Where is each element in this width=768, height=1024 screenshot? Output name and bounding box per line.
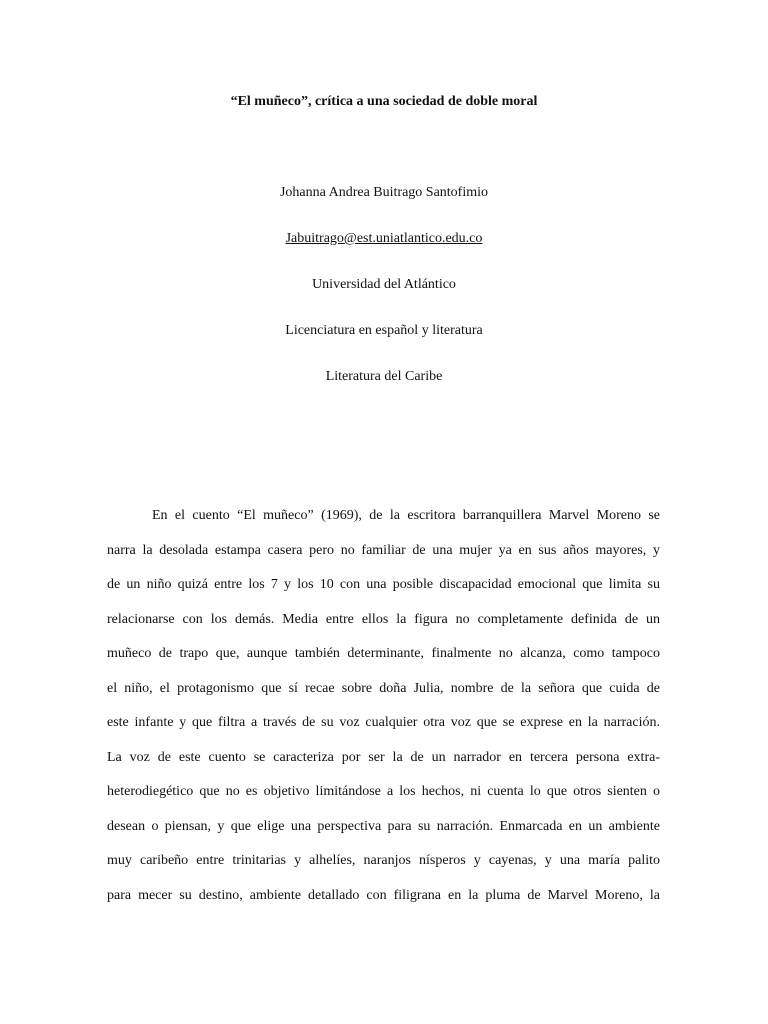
author-email-link[interactable]: Jabuitrago@est.uniatlantico.edu.co — [285, 231, 483, 246]
paragraph-line: narra la desolada estampa casera pero no familiar de una mujer ya en sus años mayores, y — [107, 542, 660, 558]
document-title: “El muñeco”, crítica a una sociedad de doble moral — [230, 94, 538, 109]
paragraph-line: relacionarse con los demás. Media entre ellos la figura no completamente definida de un — [107, 611, 660, 627]
body-paragraph — [107, 506, 660, 920]
university-name: Universidad del Atlántico — [312, 277, 456, 292]
program-name: Licenciatura en español y literatura — [285, 323, 483, 338]
paragraph-line: heterodiegético que no es objetivo limitándose a los hechos, ni cuenta lo que otros sienten o — [107, 784, 660, 799]
course-name: Literatura del Caribe — [325, 369, 443, 384]
paragraph-line: muñeco de trapo que, aunque también determinante, finalmente no alcanza, como tampoco — [107, 646, 660, 661]
paragraph-line: muy caribeño entre trinitarias y alhelíes, naranjos nísperos y cayenas, y una maría palito — [107, 853, 660, 868]
paragraph-line: el niño, el protagonismo que sí recae sobre doña Julia, nombre de la señora que cuida de — [107, 680, 660, 696]
paragraph-line: para mecer su destino, ambiente detallado con filigrana en la pluma de Marvel Moreno, la — [107, 887, 660, 903]
paragraph-line: desean o piensan, y que elige una perspectiva para su narración. Enmarcada en un ambiente — [107, 818, 660, 834]
paragraph-line: En el cuento “El muñeco” (1969), de la escritora barranquillera Marvel Moreno se — [152, 508, 660, 523]
author-name: Johanna Andrea Buitrago Santofimio — [279, 185, 489, 200]
paragraph-line: este infante y que filtra a través de su voz cualquier otra voz que se exprese en la narración. — [107, 715, 660, 730]
paragraph-line: La voz de este cuento se caracteriza por ser la de un narrador en tercera persona extra- — [107, 749, 660, 765]
paragraph-line: de un niño quizá entre los 7 y los 10 con una posible discapacidad emocional que limita su — [107, 577, 660, 592]
author-email-line — [0, 229, 768, 249]
